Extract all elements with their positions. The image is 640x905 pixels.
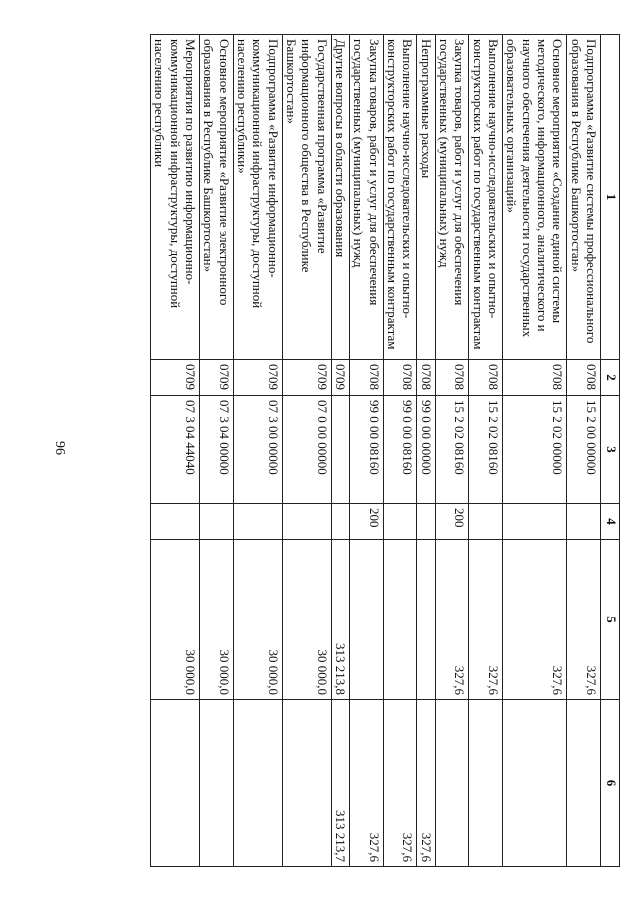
row-name-cell: Основное мероприятие «Развитие электронного образования в Республике Башкортостан» bbox=[200, 35, 234, 360]
row-name-cell: Государственная программа «Развитие информационного общества в Республике Башкортостан» bbox=[282, 35, 331, 360]
amount-year-1-cell: 327,6 bbox=[503, 540, 567, 700]
table-header-row bbox=[601, 35, 620, 867]
amount-year-1-cell: 327,6 bbox=[435, 540, 469, 700]
expense-type-cell bbox=[567, 504, 601, 540]
amount-year-1-cell: 30 000,0 bbox=[151, 540, 200, 700]
table-row bbox=[331, 35, 349, 867]
amount-year-2-cell bbox=[233, 700, 282, 867]
expense-type-cell bbox=[233, 504, 282, 540]
row-name-cell: Основное мероприятие «Создание единой системы методического, информационного, аналитического и научного обеспечения деятельности государственных образовательных организаций» bbox=[503, 35, 567, 360]
section-code-cell: 0708 bbox=[417, 360, 435, 396]
expense-type-cell: 200 bbox=[350, 504, 384, 540]
expense-type-cell bbox=[200, 504, 234, 540]
section-code-cell: 0708 bbox=[435, 360, 469, 396]
budget-table bbox=[150, 34, 620, 867]
header-col-4: 4 bbox=[601, 504, 620, 540]
header-col-5: 5 bbox=[601, 540, 620, 700]
target-article-cell: 07 3 04 00000 bbox=[200, 396, 234, 504]
table-row bbox=[469, 35, 503, 867]
table-row bbox=[417, 35, 435, 867]
target-article-cell: 07 3 04 44040 bbox=[151, 396, 200, 504]
row-name-cell: Закупка товаров, работ и услуг для обеспечения государственных (муниципальных) нужд bbox=[350, 35, 384, 360]
table-row bbox=[503, 35, 567, 867]
section-code-cell: 0709 bbox=[282, 360, 331, 396]
target-article-cell: 99 0 00 08160 bbox=[383, 396, 417, 504]
header-col-6: 6 bbox=[601, 700, 620, 867]
section-code-cell: 0708 bbox=[503, 360, 567, 396]
row-name-cell: Подпрограмма «Развитие информационно-коммуникационной инфраструктуры, доступной населению республики» bbox=[233, 35, 282, 360]
table-row bbox=[383, 35, 417, 867]
amount-year-2-cell bbox=[151, 700, 200, 867]
amount-year-2-cell: 327,6 bbox=[383, 700, 417, 867]
section-code-cell: 0708 bbox=[350, 360, 384, 396]
amount-year-1-cell: 327,6 bbox=[567, 540, 601, 700]
page-number: 96 bbox=[52, 441, 67, 455]
amount-year-2-cell bbox=[503, 700, 567, 867]
expense-type-cell bbox=[282, 504, 331, 540]
target-article-cell: 99 0 00 08160 bbox=[350, 396, 384, 504]
amount-year-1-cell: 30 000,0 bbox=[282, 540, 331, 700]
target-article-cell bbox=[331, 396, 349, 504]
amount-year-2-cell: 327,6 bbox=[417, 700, 435, 867]
amount-year-1-cell: 327,6 bbox=[469, 540, 503, 700]
table-row bbox=[282, 35, 331, 867]
amount-year-2-cell bbox=[200, 700, 234, 867]
target-article-cell: 15 2 00 00000 bbox=[567, 396, 601, 504]
row-name-cell: Закупка товаров, работ и услуг для обеспечения государственных (муниципальных) нужд bbox=[435, 35, 469, 360]
expense-type-cell bbox=[469, 504, 503, 540]
amount-year-1-cell: 30 000,0 bbox=[200, 540, 234, 700]
amount-year-1-cell: 313 213,8 bbox=[331, 540, 349, 700]
table-body bbox=[151, 35, 601, 867]
amount-year-2-cell: 313 213,7 bbox=[331, 700, 349, 867]
target-article-cell: 99 0 00 00000 bbox=[417, 396, 435, 504]
expense-type-cell bbox=[503, 504, 567, 540]
rotated-page-content bbox=[60, 34, 620, 866]
table-row bbox=[350, 35, 384, 867]
section-code-cell: 0709 bbox=[331, 360, 349, 396]
expense-type-cell bbox=[417, 504, 435, 540]
expense-type-cell: 200 bbox=[435, 504, 469, 540]
amount-year-1-cell bbox=[417, 540, 435, 700]
amount-year-2-cell bbox=[435, 700, 469, 867]
amount-year-1-cell bbox=[383, 540, 417, 700]
amount-year-2-cell bbox=[469, 700, 503, 867]
table-row bbox=[233, 35, 282, 867]
amount-year-2-cell bbox=[282, 700, 331, 867]
amount-year-2-cell bbox=[567, 700, 601, 867]
amount-year-2-cell: 327,6 bbox=[350, 700, 384, 867]
target-article-cell: 15 2 02 08160 bbox=[435, 396, 469, 504]
row-name-cell: Непрограммные расходы bbox=[417, 35, 435, 360]
section-code-cell: 0709 bbox=[151, 360, 200, 396]
expense-type-cell bbox=[383, 504, 417, 540]
target-article-cell: 15 2 02 00000 bbox=[503, 396, 567, 504]
table-row bbox=[200, 35, 234, 867]
header-col-2: 2 bbox=[601, 360, 620, 396]
header-col-3: 3 bbox=[601, 396, 620, 504]
expense-type-cell bbox=[151, 504, 200, 540]
row-name-cell: Мероприятия по развитию информационно-коммуникационной инфраструктуры, доступной населению республики bbox=[151, 35, 200, 360]
section-code-cell: 0709 bbox=[233, 360, 282, 396]
section-code-cell: 0708 bbox=[567, 360, 601, 396]
section-code-cell: 0708 bbox=[469, 360, 503, 396]
table-row bbox=[151, 35, 200, 867]
amount-year-1-cell: 30 000,0 bbox=[233, 540, 282, 700]
row-name-cell: Другие вопросы в области образования bbox=[331, 35, 349, 360]
amount-year-1-cell bbox=[350, 540, 384, 700]
row-name-cell: Выполнение научно-исследовательских и опытно-конструкторских работ по государственным контрактам bbox=[383, 35, 417, 360]
row-name-cell: Подпрограмма «Развитие системы профессионального образования в Республике Башкортостан» bbox=[567, 35, 601, 360]
table-row bbox=[567, 35, 601, 867]
expense-type-cell bbox=[331, 504, 349, 540]
table-row bbox=[435, 35, 469, 867]
target-article-cell: 15 2 02 08160 bbox=[469, 396, 503, 504]
target-article-cell: 07 0 00 00000 bbox=[282, 396, 331, 504]
section-code-cell: 0709 bbox=[200, 360, 234, 396]
row-name-cell: Выполнение научно-исследовательских и опытно-конструкторских работ по государственным контрактам bbox=[469, 35, 503, 360]
section-code-cell: 0708 bbox=[383, 360, 417, 396]
header-col-1: 1 bbox=[601, 35, 620, 360]
target-article-cell: 07 3 00 00000 bbox=[233, 396, 282, 504]
